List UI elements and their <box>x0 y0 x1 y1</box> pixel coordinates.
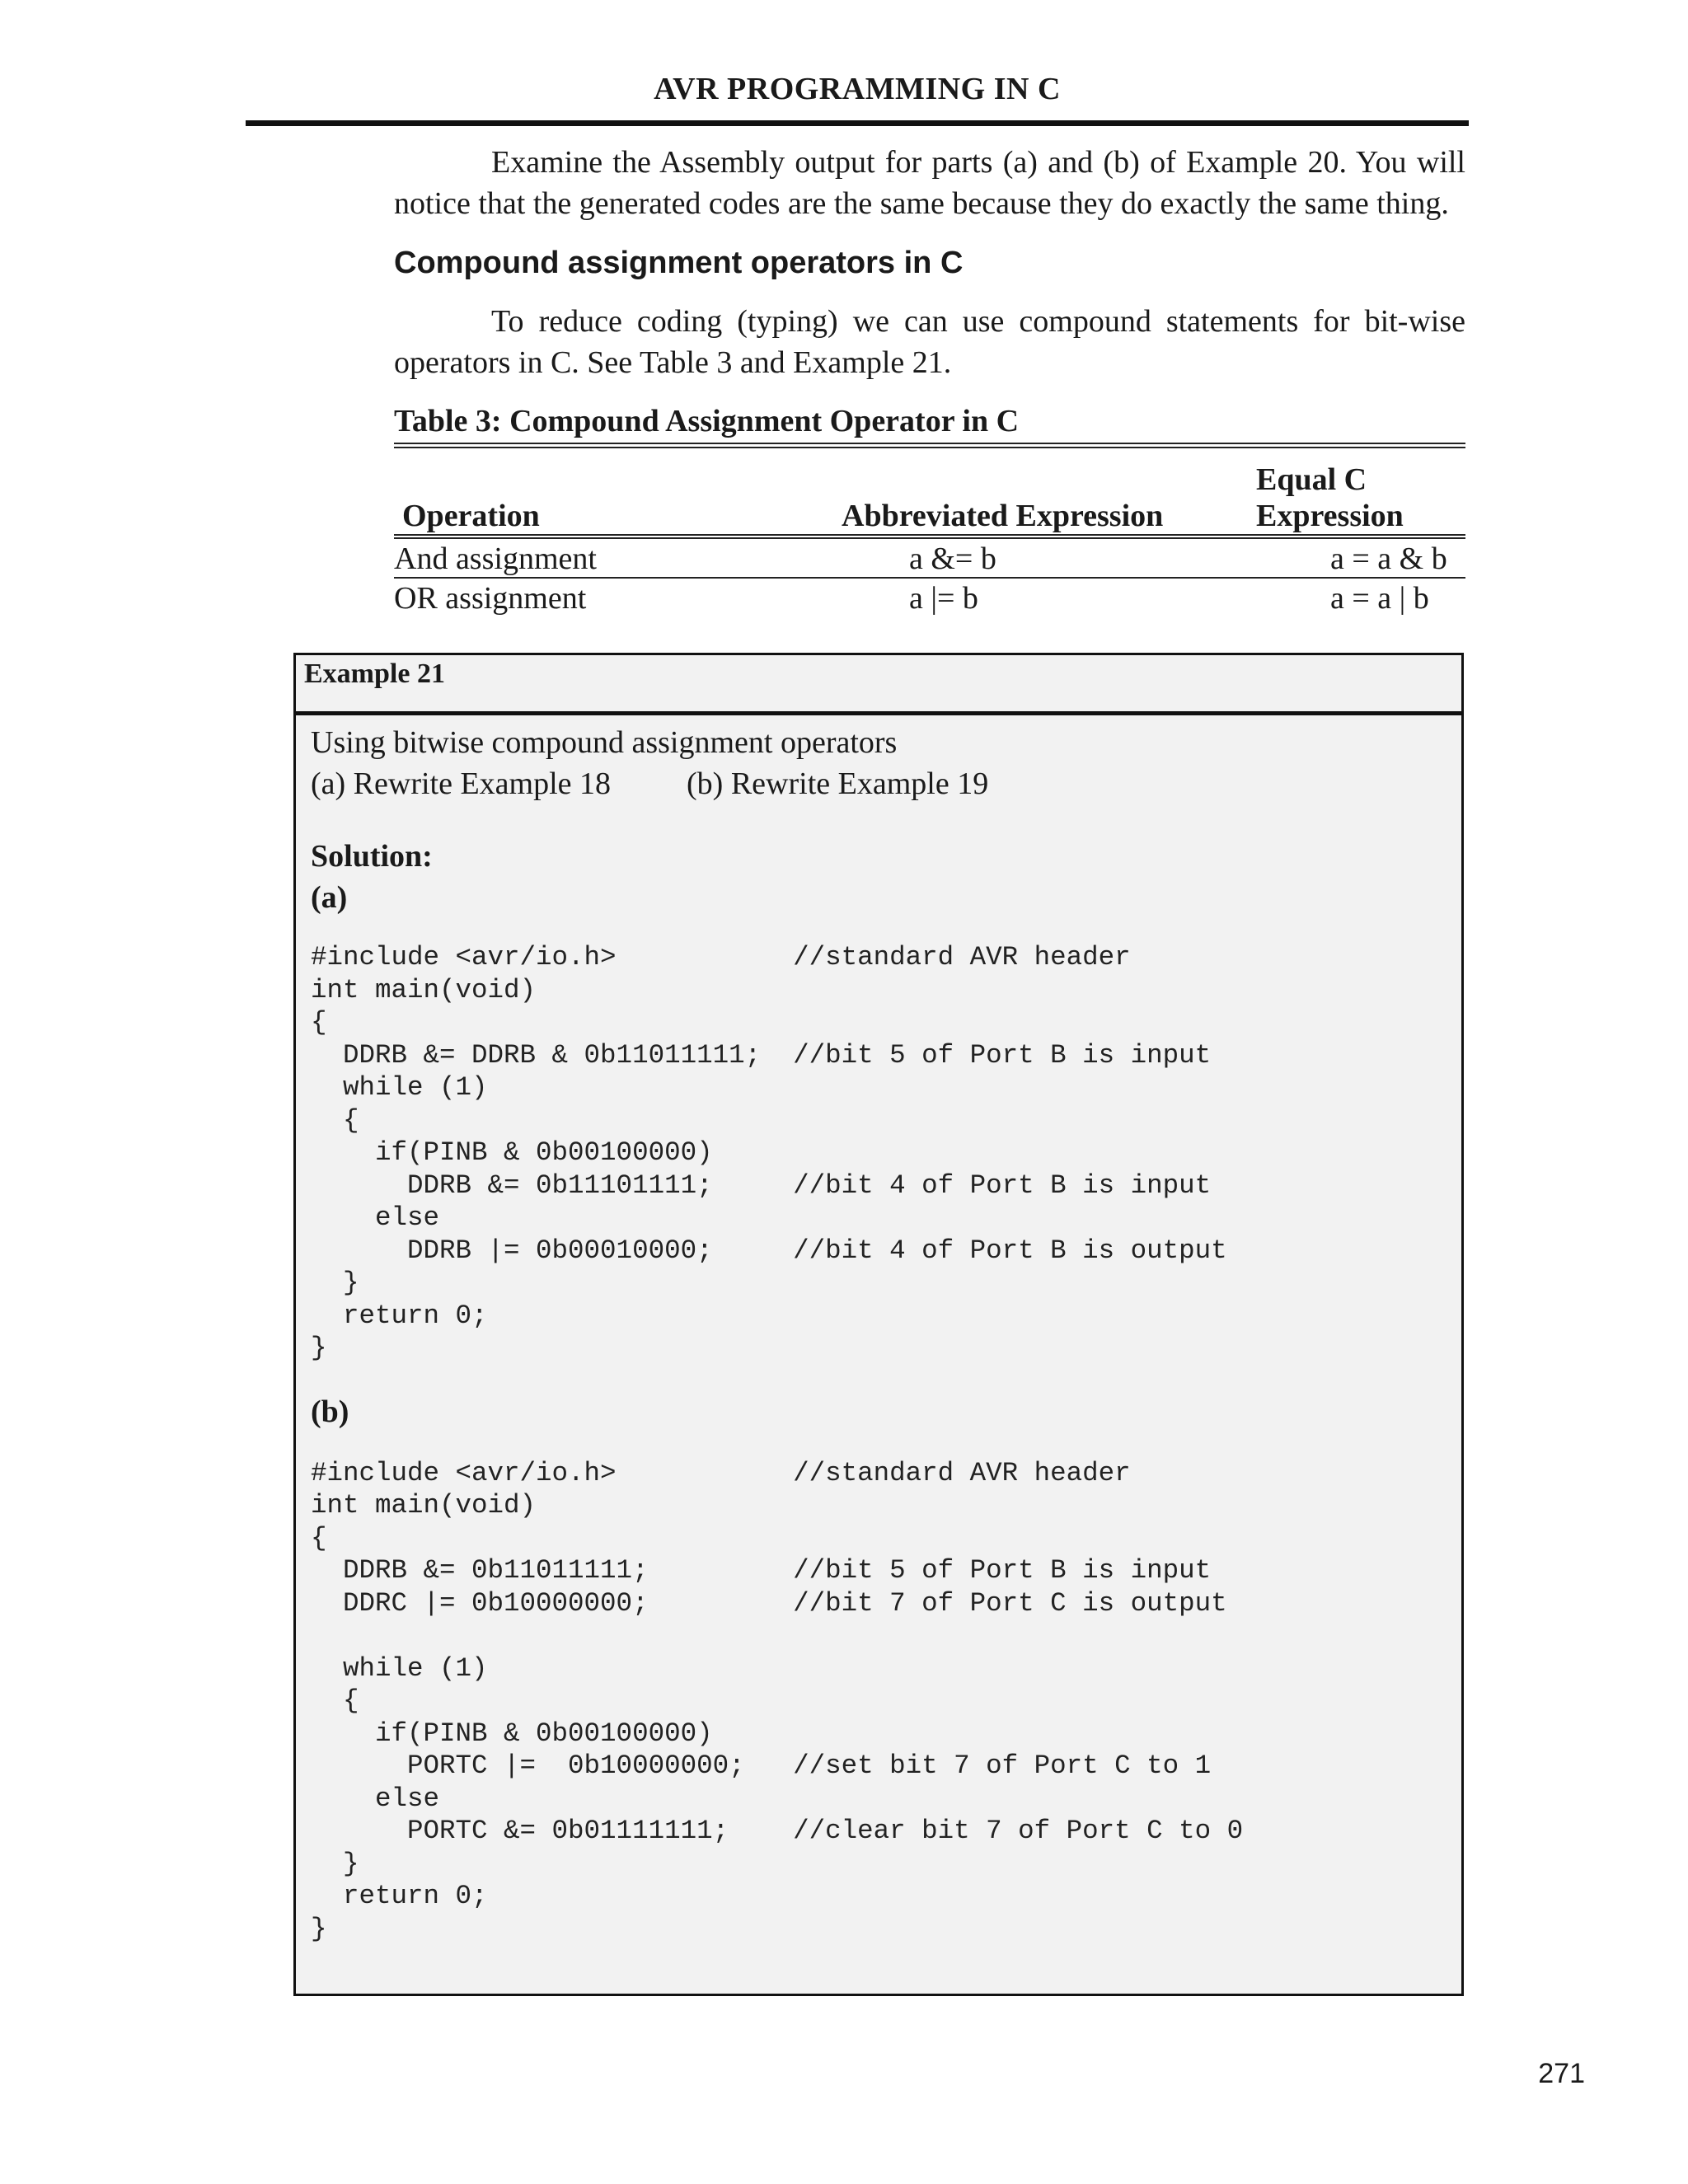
table-cell-abbreviated: a &= b <box>794 537 1233 578</box>
intro-paragraph: Examine the Assembly output for parts (a) and (b) of Example 20. You will notice that the generated codes are the same because they do exactly the same thing. <box>394 145 1465 221</box>
table-header-equal: Equal C Expression <box>1233 462 1465 537</box>
running-header: AVR PROGRAMMING IN C <box>654 72 1061 106</box>
table-caption-rule <box>394 443 1465 448</box>
table-header-row <box>394 462 1465 537</box>
example-box <box>293 653 1464 1996</box>
section-heading: Compound assignment operators in C <box>394 246 964 280</box>
table-caption: Table 3: Compound Assignment Operator in C <box>394 404 1020 438</box>
table-cell-abbreviated: a |= b <box>909 581 978 616</box>
code-listing-b: #include <avr/io.h> //standard AVR header int main(void) { DDRB &= 0b11011111; //bit 5 of Port B is input DDRC |= 0b10000000; //bit 7 of Port C is output while (1) { if(PINB & 0b00100000) PORTC |= 0b10000000; //set bit 7 of Port C to 1 else PORTC &= 0b01111111; //clear bit 7 of Port C to 0 } return 0; } <box>311 1457 1244 1944</box>
table-cell-equal: a = a & b <box>1233 537 1465 578</box>
table-row <box>394 578 1465 616</box>
example-description: Using bitwise compound assignment operators <box>311 725 898 760</box>
table-cell-equal: a = a | b <box>1330 581 1429 616</box>
part-a-label: (a) <box>311 880 348 915</box>
table-header-operation: Operation <box>394 462 794 537</box>
table-row <box>394 537 1465 578</box>
solution-label: Solution: <box>311 839 433 874</box>
example-body <box>296 715 1461 1945</box>
section-paragraph: To reduce coding (typing) we can use compound statements for bit-wise operators in C. See Table 3 and Example 21. <box>394 304 1465 380</box>
table-cell-operation: OR assignment <box>394 581 587 616</box>
example-title: Example 21 <box>296 655 1461 715</box>
example-task-a: (a) Rewrite Example 18 <box>311 766 612 801</box>
part-b-label: (b) <box>311 1394 349 1429</box>
compound-operator-table <box>394 462 1465 616</box>
table-header-abbreviated: Abbreviated Expression <box>794 462 1233 537</box>
example-tasks <box>311 763 1447 804</box>
code-listing-a: #include <avr/io.h> //standard AVR header int main(void) { DDRB &= DDRB & 0b11011111; //bit 5 of Port B is input while (1) { if(PINB & 0b00100000) DDRB &= 0b11101111; //bit 4 of Port B is input else DDRB |= 0b00010000; //bit 4 of Port B is output } return 0; } <box>311 942 1227 1363</box>
table-cell-operation: And assignment <box>394 537 794 578</box>
page-number: 271 <box>1538 2058 1585 2089</box>
example-task-b: (b) Rewrite Example 19 <box>687 766 989 801</box>
header-rule <box>246 120 1469 126</box>
main-content <box>394 142 1465 616</box>
